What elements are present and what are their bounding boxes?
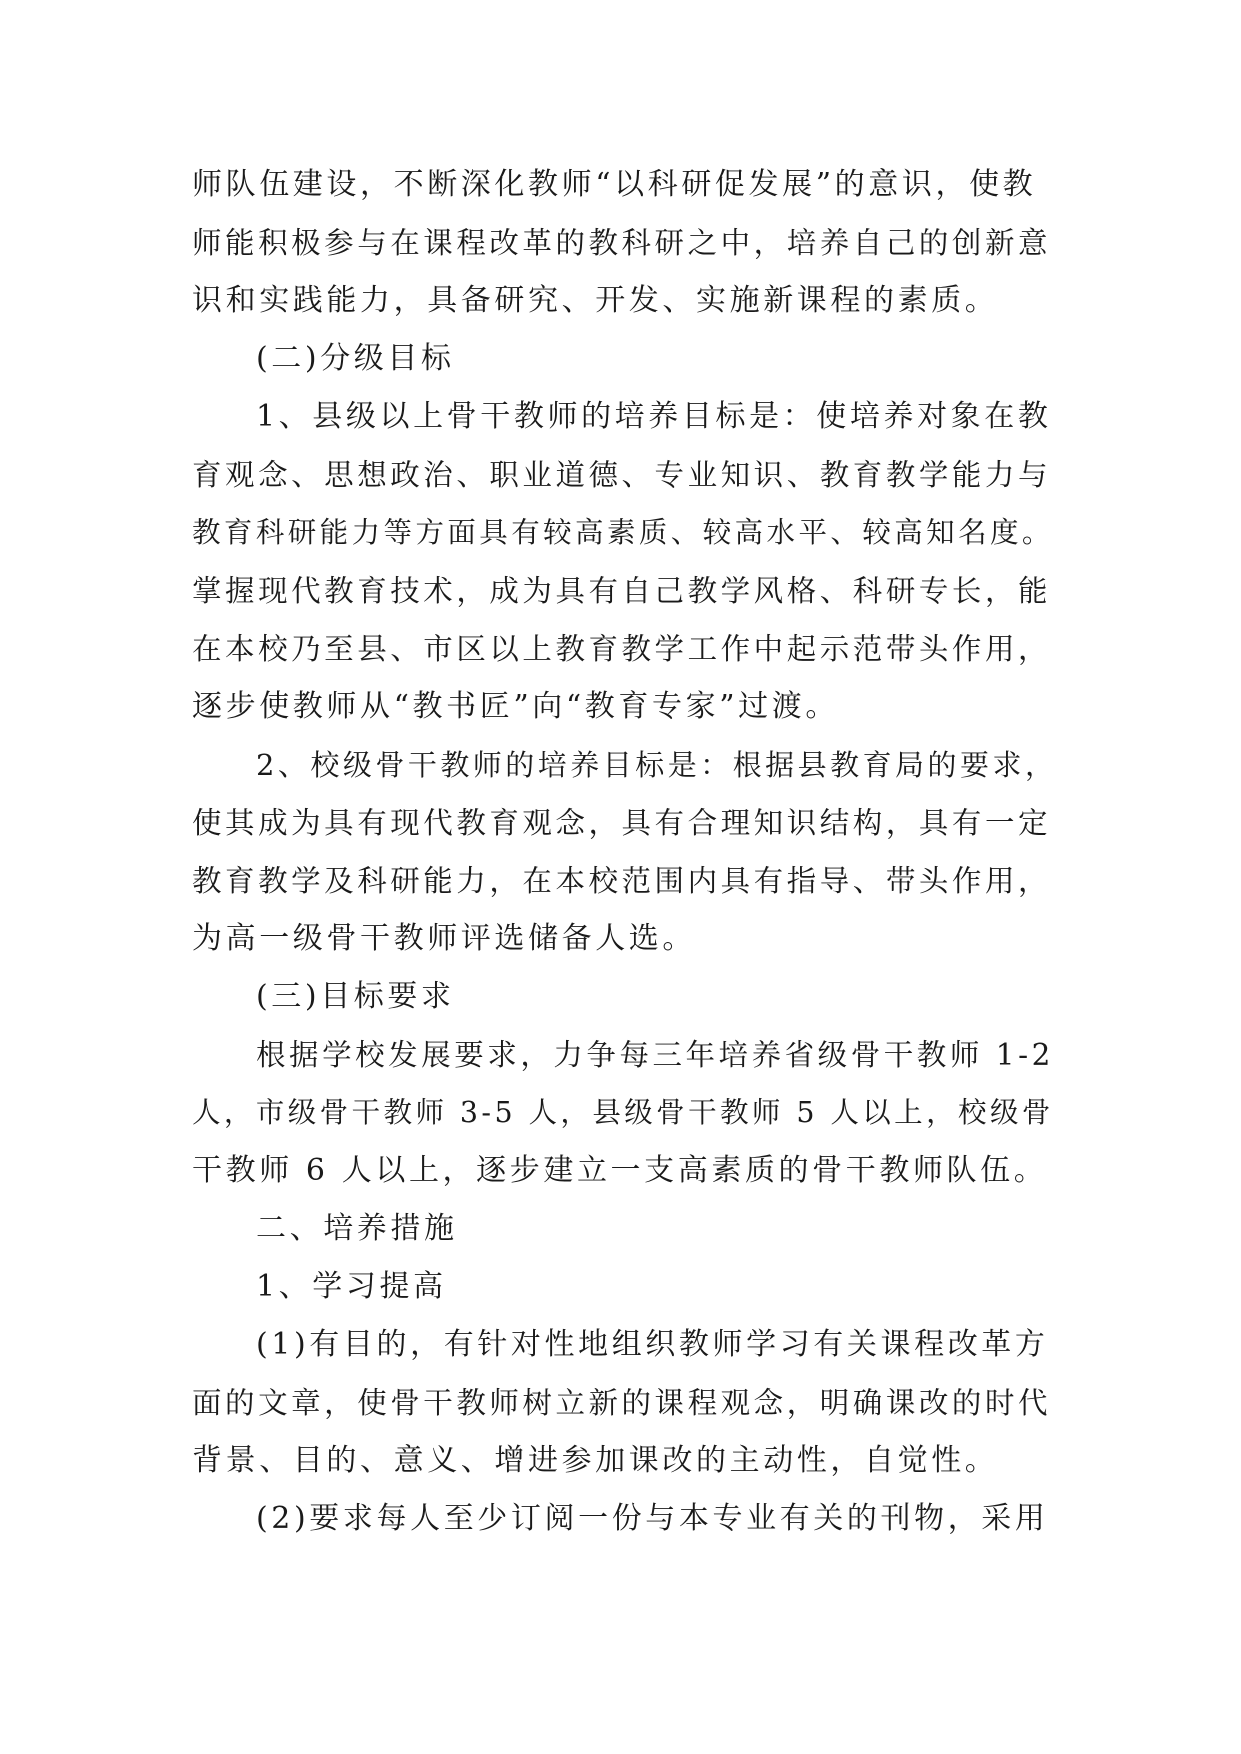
text-line: 为高一级骨干教师评选储备人选。 [192,921,696,956]
section-heading: 二、培养措施 [256,1211,458,1246]
text-line: 1、县级以上骨干教师的培养目标是：使培养对象在教 [256,399,1052,434]
text-line: 教育教学及科研能力，在本校范围内具有指导、带头作用， [192,864,1052,898]
text-line: 人，市级骨干教师 3-5 人，县级骨干教师 5 人以上，校级骨 [192,1096,1054,1129]
text-line: 掌握现代教育技术，成为具有自己教学风格、科研专长，能 [192,574,1052,608]
text-line: 使其成为具有现代教育观念，具有合理知识结构，具有一定 [192,806,1052,840]
section-heading: (二)分级目标 [256,341,455,376]
text-line: 干教师 6 人以上，逐步建立一支高素质的骨干教师队伍。 [192,1153,1048,1188]
text-line: 2、校级骨干教师的培养目标是：根据县教育局的要求， [256,748,1058,782]
text-line: 师能积极参与在课程改革的教科研之中，培养自己的创新意 [192,226,1052,260]
text-line: (1)有目的，有针对性地组织教师学习有关课程改革方 [256,1327,1049,1362]
text-line: 背景、目的、意义、增进参加课改的主动性，自觉性。 [192,1443,999,1478]
text-line: (2)要求每人至少订阅一份与本专业有关的刊物，采用 [256,1501,1049,1536]
text-line: 根据学校发展要求，力争每三年培养省级骨干教师 1-2 [256,1038,1054,1072]
document-body [192,156,1062,1548]
text-line: 在本校乃至县、市区以上教育教学工作中起示范带头作用， [192,632,1052,666]
subsection-heading: 1、学习提高 [256,1269,447,1304]
section-heading: (三)目标要求 [256,979,455,1014]
text-line: 育观念、思想政治、职业道德、专业知识、教育教学能力与 [192,458,1052,492]
text-line: 面的文章，使骨干教师树立新的课程观念，明确课改的时代 [192,1386,1052,1420]
text-line: 教育科研能力等方面具有较高素质、较高水平、较高知名度。 [192,516,1054,549]
text-line: 师队伍建设，不断深化教师“以科研促发展”的意识，使教 [192,167,1037,202]
text-line: 逐步使教师从“教书匠”向“教育专家”过渡。 [192,689,839,724]
text-line: 识和实践能力，具备研究、开发、实施新课程的素质。 [192,283,999,318]
